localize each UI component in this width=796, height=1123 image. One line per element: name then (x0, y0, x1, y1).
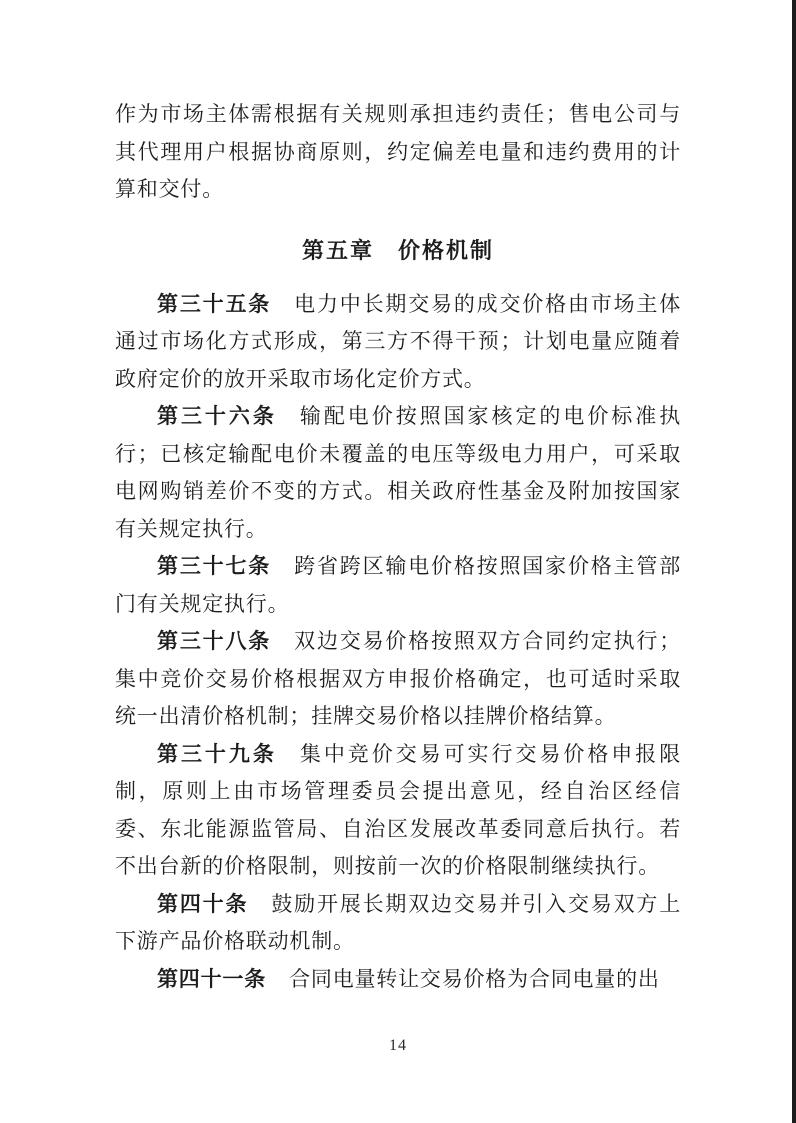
chapter-heading: 第五章 价格机制 (301, 237, 494, 263)
article-text: 集中竞价交易可实行交易价格申报限制，原则上由市场管理委员会提出意见，经自治区经信委、东北能源监管局、自治区发展改革委同意后执行。若不出台新的价格限制，则按前一次的价格限制继续执行。 (115, 741, 681, 878)
article-paragraph (115, 623, 681, 736)
page-number: 14 (389, 1037, 407, 1054)
article-number: 第三十六条 (157, 404, 277, 428)
article-paragraph (115, 961, 681, 999)
article-paragraph (115, 548, 681, 623)
article-number: 第三十八条 (157, 629, 272, 653)
article-number: 第三十九条 (157, 741, 277, 766)
article-number: 第四十条 (157, 891, 249, 916)
article-number: 第三十五条 (157, 291, 272, 316)
page-body-text (115, 96, 681, 998)
article-paragraph (115, 736, 681, 886)
article-paragraph (115, 886, 681, 961)
article-text: 合同电量转让交易价格为合同电量的出 (289, 966, 660, 991)
article-text: 电力中长期交易的成交价格由市场主体通过市场化方式形成，第三方不得干预；计划电量应随着政府定价的放开采取市场化定价方式。 (115, 291, 681, 391)
article-number: 第四十一条 (157, 966, 266, 991)
scan-edge-line (792, 0, 796, 1123)
article-text: 跨省跨区输电价格按照国家价格主管部门有关规定执行。 (115, 554, 681, 616)
article-number: 第三十七条 (157, 554, 272, 578)
article-paragraph (115, 398, 681, 548)
article-text: 鼓励开展长期双边交易并引入交易双方上下游产品价格联动机制。 (115, 891, 681, 953)
article-text: 双边交易价格按照双方合同约定执行；集中竞价交易价格根据双方申报价格确定，也可适时采取统一出清价格机制；挂牌交易价格以挂牌价格结算。 (115, 629, 681, 728)
article-paragraph (115, 286, 681, 399)
article-text: 输配电价按照国家核定的电价标准执行；已核定输配电价未覆盖的电压等级电力用户，可采取电网购销差价不变的方式。相关政府性基金及附加按国家有关规定执行。 (115, 404, 681, 541)
continuation-paragraph: 作为市场主体需根据有关规则承担违约责任；售电公司与其代理用户根据协商原则，约定偏差电量和违约费用的计算和交付。 (115, 102, 681, 201)
